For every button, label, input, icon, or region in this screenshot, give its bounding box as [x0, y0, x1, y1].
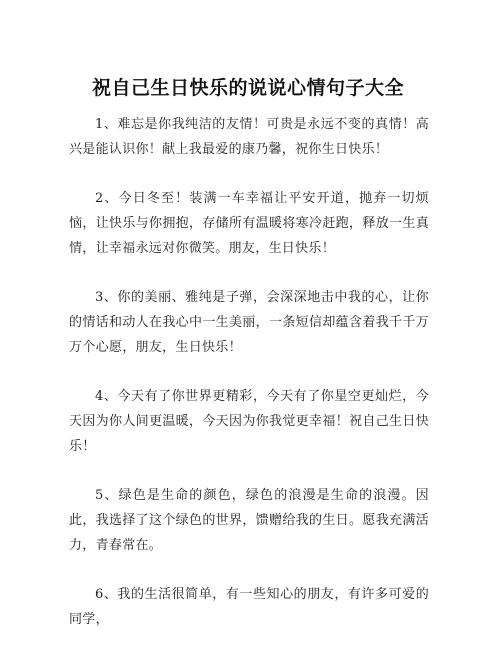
- paragraph-5: 5、绿色是生命的颜色，绿色的浪漫是生命的浪漫。因此，我选择了这个绿色的世界，馈赠给我的生日。愿我充满活力，青春常在。: [69, 488, 429, 553]
- document-body: [69, 112, 429, 656]
- paragraph-3: 3、你的美丽、雅纯是子弹，会深深地击中我的心，让你的情话和动人在我心中一生美丽，一条短信却蕴含着我千千万万个心愿，朋友，生日快乐！: [69, 290, 429, 355]
- paragraph-2: 2、今日冬至！装满一车幸福让平安开道，抛弃一切烦恼，让快乐与你拥抱，存储所有温暖将寒冷赶跑，释放一生真情，让幸福永远对你微笑。朋友，生日快乐！: [69, 191, 429, 256]
- paragraph-1: 1、难忘是你我纯洁的友情！可贵是永远不变的真情！高兴是能认识你！献上我最爱的康乃馨，祝你生日快乐！: [69, 117, 429, 157]
- document-title: 祝自己生日快乐的说说心情句子大全: [91, 77, 404, 99]
- paragraph-4: 4、今天有了你世界更精彩，今天有了你星空更灿烂，今天因为你人间更温暖，今天因为你我觉更幸福！祝自己生日快乐！: [69, 389, 429, 454]
- paragraph-6: 6、我的生活很简单，有一些知心的朋友，有许多可爱的同学，: [69, 587, 429, 627]
